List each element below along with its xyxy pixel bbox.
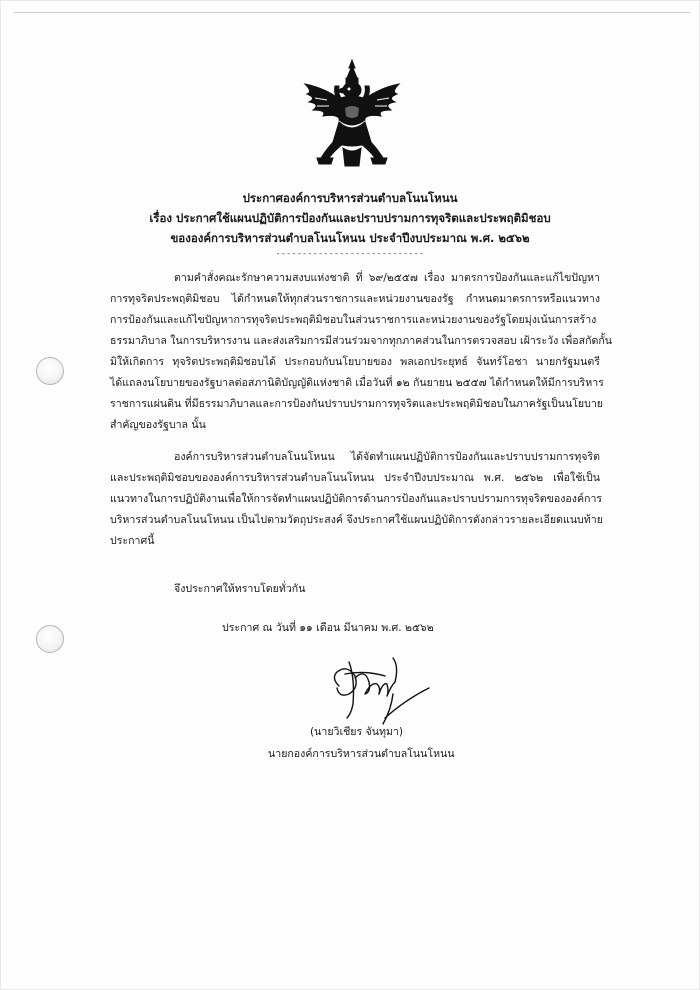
signatory-position: นายกองค์การบริหารส่วนตำบลโนนโหนน (268, 748, 455, 760)
body-line: ธรรมาภิบาล ในการบริหารงาน และส่งเสริมการมีส่วนร่วมจากทุกภาคส่วนในการตรวจสอบ เฝ้าระวัง เพื่อสกัดกั้น (110, 335, 613, 347)
body-line: ประกาศนี้ (110, 535, 155, 547)
punch-hole-icon (36, 357, 64, 385)
body-line: แนวทางในการปฏิบัติงานเพื่อให้การจัดทำแผนปฏิบัติการด้านการป้องกันและปราบปรามการทุจริตขององค์การ (110, 493, 603, 505)
signatory-name: (นายวิเชียร จันทุมา) (310, 726, 404, 738)
announcement-date: ประกาศ ณ วันที่ ๑๑ เดือน มีนาคม พ.ศ. ๒๕๖๒ (222, 622, 434, 634)
announcement-subject: เรื่อง ประกาศใช้แผนปฏิบัติการป้องกันและปราบปรามการทุจริตและประพฤติมิชอบ (149, 211, 551, 225)
closing-line: จึงประกาศให้ทราบโดยทั่วกัน (174, 583, 306, 595)
body-line: การทุจริตประพฤติมิชอบ ได้กำหนดให้ทุกส่วนราชการและหน่วยงานของรัฐ กำหนดมาตรการหรือแนวทาง (110, 293, 600, 305)
announcement-subject-cont: ขององค์การบริหารส่วนตำบลโนนโหนน ประจำปีงบประมาณ พ.ศ. ๒๕๖๒ (170, 231, 530, 245)
body-line: องค์การบริหารส่วนตำบลโนนโหนน ได้จัดทำแผนปฏิบัติการป้องกันและปราบปรามการทุจริต (174, 451, 600, 463)
handwritten-signature (325, 648, 435, 728)
body-line: การป้องกันและแก้ไขปัญหาการทุจริตประพฤติมิชอบในส่วนราชการและหน่วยงานของรัฐโดยมุ่งเน้นการสร้าง (110, 314, 597, 326)
announcement-title: ประกาศองค์การบริหารส่วนตำบลโนนโหนน (242, 191, 458, 205)
body-line: ตามคำสั่งคณะรักษาความสงบแห่งชาติ ที่ ๖๙/๒๕๕๗ เรื่อง มาตรการป้องกันและแก้ไขปัญหา (174, 272, 600, 284)
scan-edge-line (14, 12, 690, 13)
body-line: ได้แถลงนโยบายของรัฐบาลต่อสภานิติบัญญัติแห่งชาติ เมื่อวันที่ ๑๒ กันยายน ๒๕๕๗ ได้กำหนดให้มีการบริหาร (110, 377, 604, 389)
body-line: บริหารส่วนตำบลโนนโหนน เป็นไปตามวัตถุประสงค์ จึงประกาศใช้แผนปฏิบัติการดังกล่าวรายละเอียดแนบท้าย (110, 514, 603, 526)
body-line: สำคัญของรัฐบาล นั้น (110, 419, 206, 431)
punch-hole-icon (36, 625, 64, 653)
header-divider: ---------------------------- (275, 249, 425, 258)
body-line: ราชการแผ่นดิน ที่มีธรรมาภิบาลและการป้องกันปราบปรามการทุจริตและประพฤติมิชอบในภาครัฐเป็นนโยบาย (110, 398, 603, 410)
body-line: มิให้เกิดการ ทุจริตประพฤติมิชอบได้ ประกอบกับนโยบายของ พลเอกประยุทธ์ จันทร์โอชา นายกรัฐมนตรี (110, 356, 600, 368)
garuda-emblem-icon (297, 58, 407, 170)
body-line: และประพฤติมิชอบขององค์การบริหารส่วนตำบลโนนโหนน ประจำปีงบประมาณ พ.ศ. ๒๕๖๒ เพื่อใช้เป็น (110, 472, 600, 484)
